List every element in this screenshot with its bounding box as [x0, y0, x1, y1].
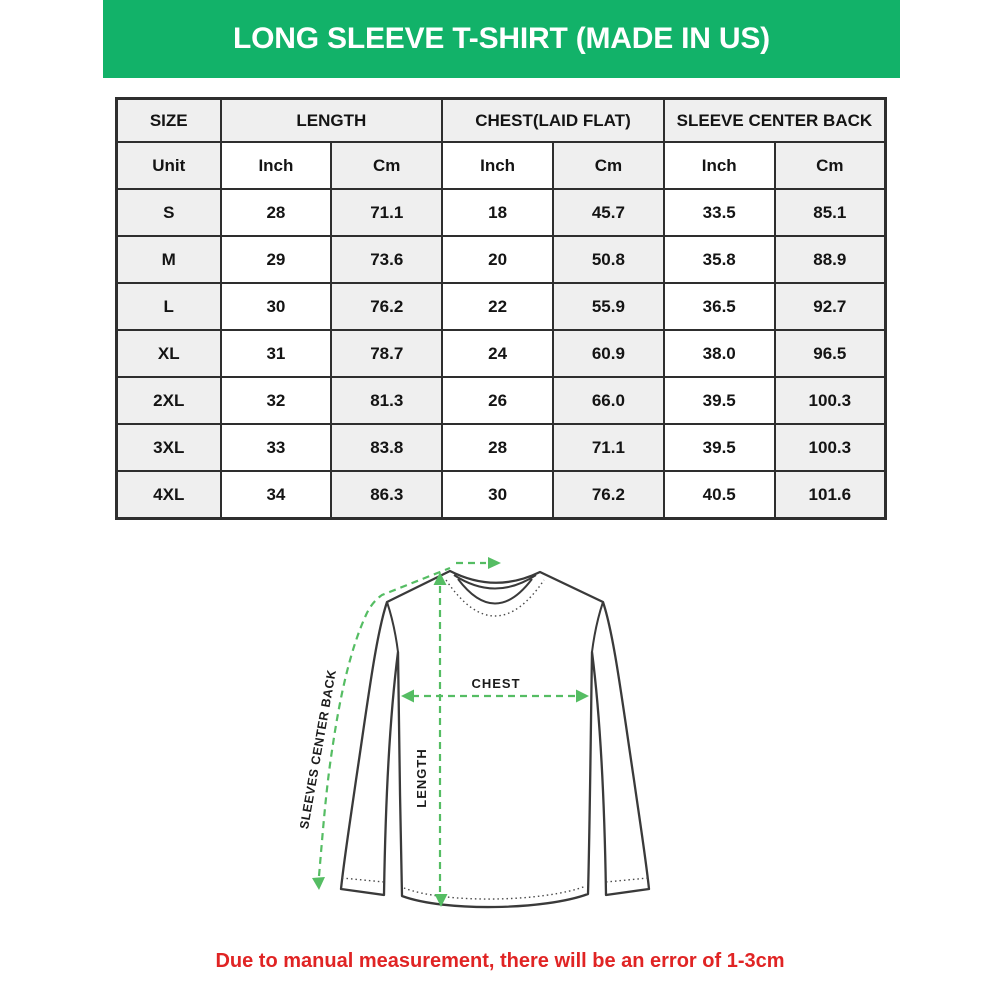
measurement-cell: 28 — [221, 189, 332, 236]
measurement-cell: 85.1 — [775, 189, 886, 236]
measurement-cell: 33 — [221, 424, 332, 471]
measurement-cell: 101.6 — [775, 471, 886, 519]
measurement-cell: 34 — [221, 471, 332, 519]
table-row — [117, 471, 886, 519]
measurement-cell: 81.3 — [331, 377, 442, 424]
size-row-label: 3XL — [117, 424, 221, 471]
table-row — [117, 283, 886, 330]
measurement-cell: 55.9 — [553, 283, 664, 330]
measurement-cell: 39.5 — [664, 377, 775, 424]
arrowhead-cuff — [312, 877, 325, 890]
measurement-cell: 20 — [442, 236, 553, 283]
measurement-cell: 50.8 — [553, 236, 664, 283]
size-row-label: L — [117, 283, 221, 330]
unit-label: Unit — [117, 142, 221, 189]
size-row-label: 2XL — [117, 377, 221, 424]
tshirt-outline — [341, 571, 649, 907]
table-row — [117, 424, 886, 471]
measurement-cell: 76.2 — [553, 471, 664, 519]
measurement-cell: 32 — [221, 377, 332, 424]
measurement-cell: 40.5 — [664, 471, 775, 519]
column-header-sleeve: SLEEVE CENTER BACK — [664, 99, 886, 143]
unit-cell: Inch — [442, 142, 553, 189]
measurement-cell: 35.8 — [664, 236, 775, 283]
measurement-cell: 29 — [221, 236, 332, 283]
column-header-chest: CHEST(LAID FLAT) — [442, 99, 664, 143]
measurement-disclaimer: Due to manual measurement, there will be an error of 1-3cm — [215, 950, 785, 972]
measurement-cell: 38.0 — [664, 330, 775, 377]
column-header-size: SIZE — [117, 99, 221, 143]
column-header-length: LENGTH — [221, 99, 443, 143]
unit-cell: Cm — [553, 142, 664, 189]
measurement-cell: 100.3 — [775, 377, 886, 424]
measurement-cell: 78.7 — [331, 330, 442, 377]
measurement-cell: 86.3 — [331, 471, 442, 519]
measurement-cell: 36.5 — [664, 283, 775, 330]
measurement-cell: 31 — [221, 330, 332, 377]
measurement-cell: 76.2 — [331, 283, 442, 330]
measurement-cell: 71.1 — [553, 424, 664, 471]
size-table — [115, 97, 887, 520]
unit-row — [117, 142, 886, 189]
measurement-cell: 24 — [442, 330, 553, 377]
table-row — [117, 377, 886, 424]
measurement-cell: 39.5 — [664, 424, 775, 471]
measurement-cell: 22 — [442, 283, 553, 330]
measurement-cell: 83.8 — [331, 424, 442, 471]
measurement-cell: 88.9 — [775, 236, 886, 283]
measurement-cell: 60.9 — [553, 330, 664, 377]
measurement-cell: 66.0 — [553, 377, 664, 424]
length-label: LENGTH — [414, 748, 429, 808]
tshirt-measurement-diagram — [280, 540, 720, 940]
measurement-cell: 28 — [442, 424, 553, 471]
measurement-cell: 73.6 — [331, 236, 442, 283]
arrowhead-right — [488, 557, 501, 569]
page-title: LONG SLEEVE T-SHIRT (MADE IN US) — [233, 22, 770, 55]
size-row-label: 4XL — [117, 471, 221, 519]
measurement-cell: 71.1 — [331, 189, 442, 236]
size-row-label: XL — [117, 330, 221, 377]
unit-cell: Cm — [775, 142, 886, 189]
unit-cell: Cm — [331, 142, 442, 189]
measurement-cell: 18 — [442, 189, 553, 236]
table-header-row — [117, 99, 886, 143]
measurement-cell: 100.3 — [775, 424, 886, 471]
chest-label: CHEST — [471, 676, 521, 691]
measurement-cell: 92.7 — [775, 283, 886, 330]
unit-cell: Inch — [664, 142, 775, 189]
table-row — [117, 330, 886, 377]
measurement-cell: 96.5 — [775, 330, 886, 377]
measurement-cell: 30 — [442, 471, 553, 519]
measurement-cell: 45.7 — [553, 189, 664, 236]
unit-cell: Inch — [221, 142, 332, 189]
table-row — [117, 189, 886, 236]
title-banner — [103, 0, 900, 78]
size-row-label: S — [117, 189, 221, 236]
size-row-label: M — [117, 236, 221, 283]
measurement-cell: 33.5 — [664, 189, 775, 236]
measurement-cell: 30 — [221, 283, 332, 330]
sleeve-center-back-label: SLEEVES CENTER BACK — [297, 668, 339, 831]
table-row — [117, 236, 886, 283]
measurement-cell: 26 — [442, 377, 553, 424]
